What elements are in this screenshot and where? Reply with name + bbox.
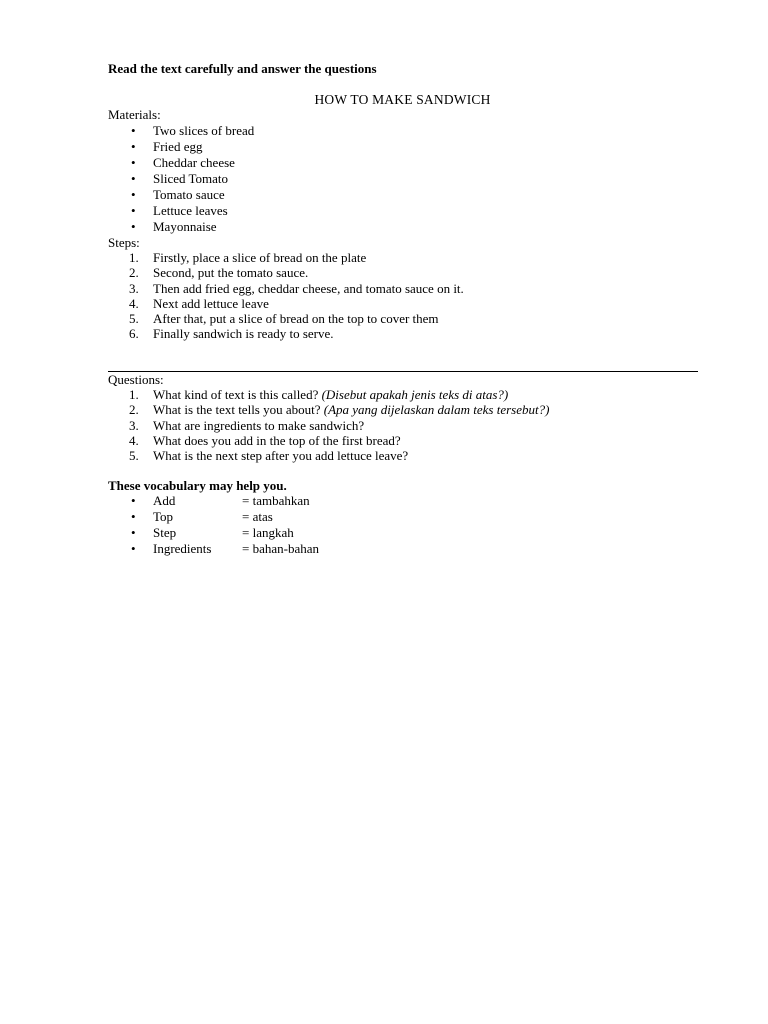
section-divider <box>108 371 698 372</box>
material-item: • Cheddar cheese <box>131 155 235 170</box>
step-item: 4. Next add lettuce leave <box>129 295 269 311</box>
bullet-icon: • <box>131 509 136 524</box>
question-item: 5. What is the next step after you add lettuce leave? <box>129 448 409 464</box>
steps-list <box>108 250 464 342</box>
bullet-icon: • <box>131 187 136 202</box>
question-translation: (Disebut apakah jenis teks di atas?) <box>321 387 509 402</box>
steps-label: Steps: <box>108 235 140 250</box>
step-item: 2. Second, put the tomato sauce. <box>129 265 309 281</box>
vocabulary-item: • Add = tambahkan <box>131 493 310 508</box>
bullet-icon: • <box>131 155 136 170</box>
bullet-icon: • <box>131 219 136 234</box>
bullet-icon: • <box>131 171 136 186</box>
document-title: HOW TO MAKE SANDWICH <box>314 92 491 107</box>
bullet-icon: • <box>131 525 136 540</box>
question-translation: (Apa yang dijelaskan dalam teks tersebut?) <box>323 402 550 418</box>
material-item: • Fried egg <box>131 139 203 154</box>
bullet-icon: • <box>131 203 136 218</box>
step-item: 6. Finally sandwich is ready to serve. <box>129 326 334 342</box>
question-item: 1. What kind of text is this called? (Disebut apakah jenis teks di atas?) <box>129 387 509 402</box>
step-item: 5. After that, put a slice of bread on the top to cover them <box>129 311 439 327</box>
questions-list <box>108 387 549 463</box>
materials-label: Materials: <box>108 107 161 122</box>
bullet-icon: • <box>131 123 136 138</box>
material-item: • Lettuce leaves <box>131 203 228 218</box>
vocabulary-item: • Step = langkah <box>131 525 294 540</box>
vocabulary-list <box>108 493 319 557</box>
bullet-icon: • <box>131 493 136 508</box>
question-item: 4. What does you add in the top of the first bread? <box>129 432 401 448</box>
bullet-icon: • <box>131 541 136 556</box>
instruction-text: Read the text carefully and answer the questions <box>108 61 377 76</box>
step-item: 1. Firstly, place a slice of bread on the plate <box>129 250 367 265</box>
material-item: • Mayonnaise <box>131 219 217 234</box>
bullet-icon: • <box>131 139 136 154</box>
vocabulary-item: • Ingredients = bahan-bahan <box>131 541 319 556</box>
questions-label: Questions: <box>108 372 164 387</box>
material-item: • Tomato sauce <box>131 187 225 202</box>
vocabulary-item: • Top = atas <box>131 509 273 524</box>
question-item: 2. What is the text tells you about? (Apa yang dijelaskan dalam teks tersebut?) <box>129 402 550 418</box>
vocabulary-heading: These vocabulary may help you. <box>108 478 287 493</box>
material-item: • Sliced Tomato <box>131 171 229 186</box>
material-item: • Two slices of bread <box>131 123 255 138</box>
step-item: 3. Then add fried egg, cheddar cheese, and tomato sauce on it. <box>129 280 464 296</box>
materials-list <box>108 123 254 235</box>
question-item: 3. What are ingredients to make sandwich? <box>129 417 365 433</box>
